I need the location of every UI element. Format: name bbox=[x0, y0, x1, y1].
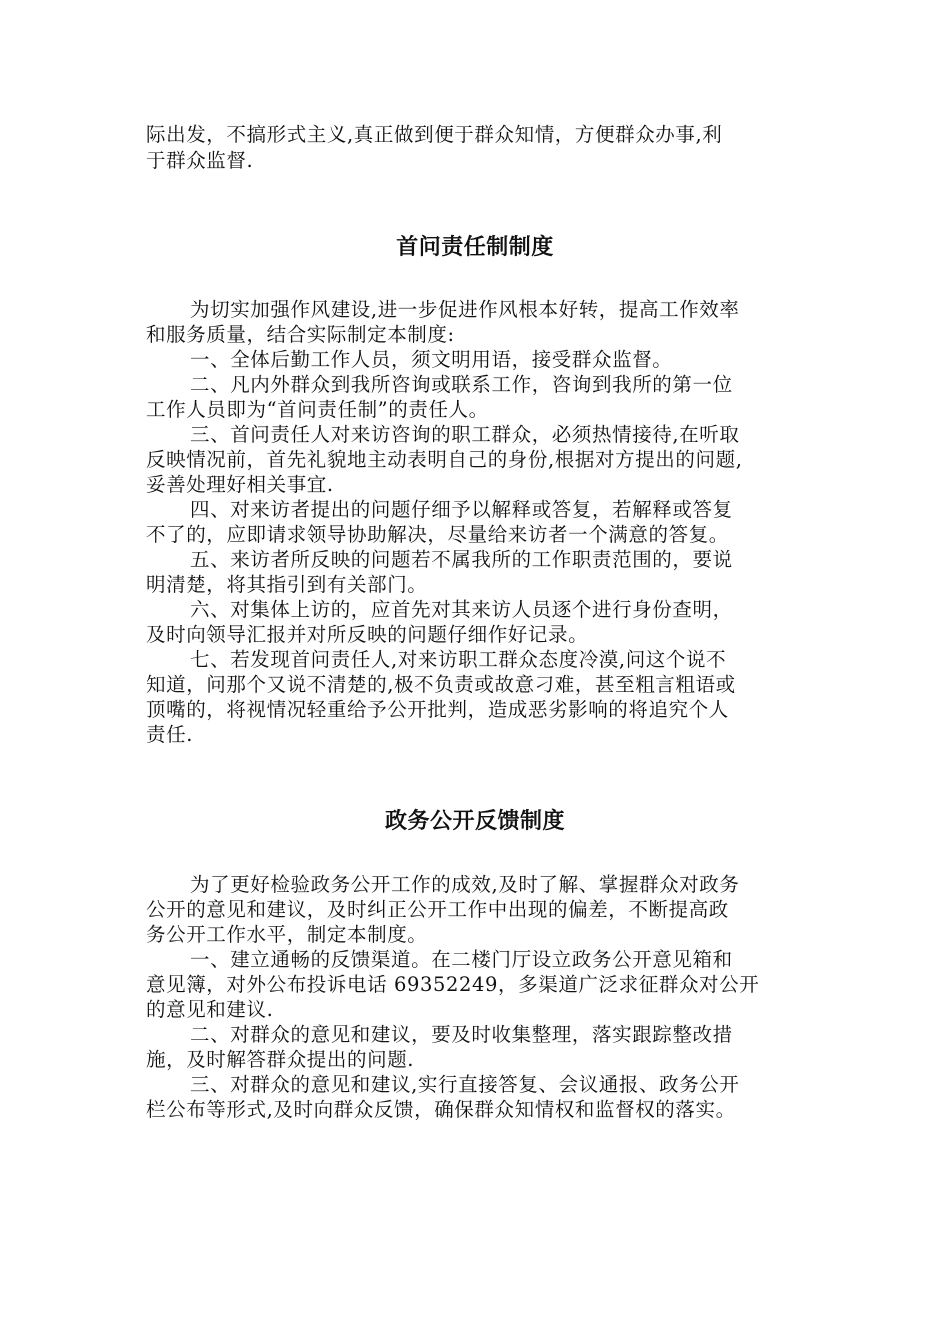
intro-line-1: 际出发，不搞形式主义,真正做到便于群众知情，方便群众办事,利 bbox=[146, 123, 723, 146]
section2-line: 栏公布等形式,及时向群众反馈，确保群众知情权和监督权的落实。 bbox=[146, 1098, 736, 1121]
section2-line: 务公开工作水平，制定本制度。 bbox=[146, 923, 428, 946]
section2-line: 公开的意见和建议，及时纠正公开工作中出现的偏差，不断提高政 bbox=[146, 898, 729, 921]
section2-line: 施，及时解答群众提出的问题. bbox=[146, 1048, 415, 1071]
section1-line: 和服务质量，结合实际制定本制度: bbox=[146, 323, 455, 346]
section1-line: 一、全体后勤工作人员，须文明用语，接受群众监督。 bbox=[190, 348, 673, 371]
section1-line: 及时向领导汇报并对所反映的问题仔细作好记录。 bbox=[146, 623, 589, 646]
section1-line: 三、首问责任人对来访咨询的职工群众，必须热情接待,在听取 bbox=[190, 423, 740, 446]
section1-line: 五、来访者所反映的问题若不属我所的工作职责范围的，要说 bbox=[190, 548, 733, 571]
section1-line: 六、对集体上访的，应首先对其来访人员逐个进行身份查明， bbox=[190, 598, 733, 621]
section1-line: 妥善处理好相关事宜. bbox=[146, 473, 334, 496]
section1-line: 反映情况前，首先礼貌地主动表明自己的身份,根据对方提出的问题, bbox=[146, 448, 743, 471]
section1-line: 责任. bbox=[146, 723, 193, 746]
section2-line: 一、建立通畅的反馈渠道。在二楼门厅设立政务公开意见箱和 bbox=[190, 948, 733, 971]
section1-line: 知道，问那个又说不清楚的,极不负责或故意刁难，甚至粗言粗语或 bbox=[146, 673, 736, 696]
intro-line-2: 于群众监督. bbox=[146, 149, 254, 172]
section1-line: 四、对来访者提出的问题仔细予以解释或答复，若解释或答复 bbox=[190, 498, 733, 521]
section-title-first-inquiry: 首问责任制制度 bbox=[396, 235, 554, 260]
section2-line: 二、对群众的意见和建议，要及时收集整理，落实跟踪整改措 bbox=[190, 1023, 733, 1046]
section1-line: 明清楚，将其指引到有关部门。 bbox=[146, 573, 428, 596]
section2-line: 三、对群众的意见和建议,实行直接答复、会议通报、政务公开 bbox=[190, 1073, 740, 1096]
section1-line: 七、若发现首问责任人,对来访职工群众态度冷漠,问这个说不 bbox=[190, 648, 727, 671]
section1-line: 顶嘴的，将视情况轻重给予公开批判，造成恶劣影响的将追究个人 bbox=[146, 698, 729, 721]
section1-line: 不了的，应即请求领导协助解决，尽量给来访者一个满意的答复。 bbox=[146, 523, 729, 546]
section1-line: 二、凡内外群众到我所咨询或联系工作，咨询到我所的第一位 bbox=[190, 373, 733, 396]
section-title-feedback: 政务公开反馈制度 bbox=[384, 809, 565, 834]
section2-line: 为了更好检验政务公开工作的成效,及时了解、掌握群众对政务 bbox=[190, 873, 740, 896]
section1-line: 为切实加强作风建设,进一步促进作风根本好转，提高工作效率 bbox=[190, 298, 740, 321]
section2-line: 的意见和建议. bbox=[146, 998, 274, 1021]
section2-line: 意见簿，对外公布投诉电话 69352249，多渠道广泛求征群众对公开 bbox=[146, 973, 760, 996]
section1-line: 工作人员即为“首问责任制”的责任人。 bbox=[146, 398, 489, 421]
